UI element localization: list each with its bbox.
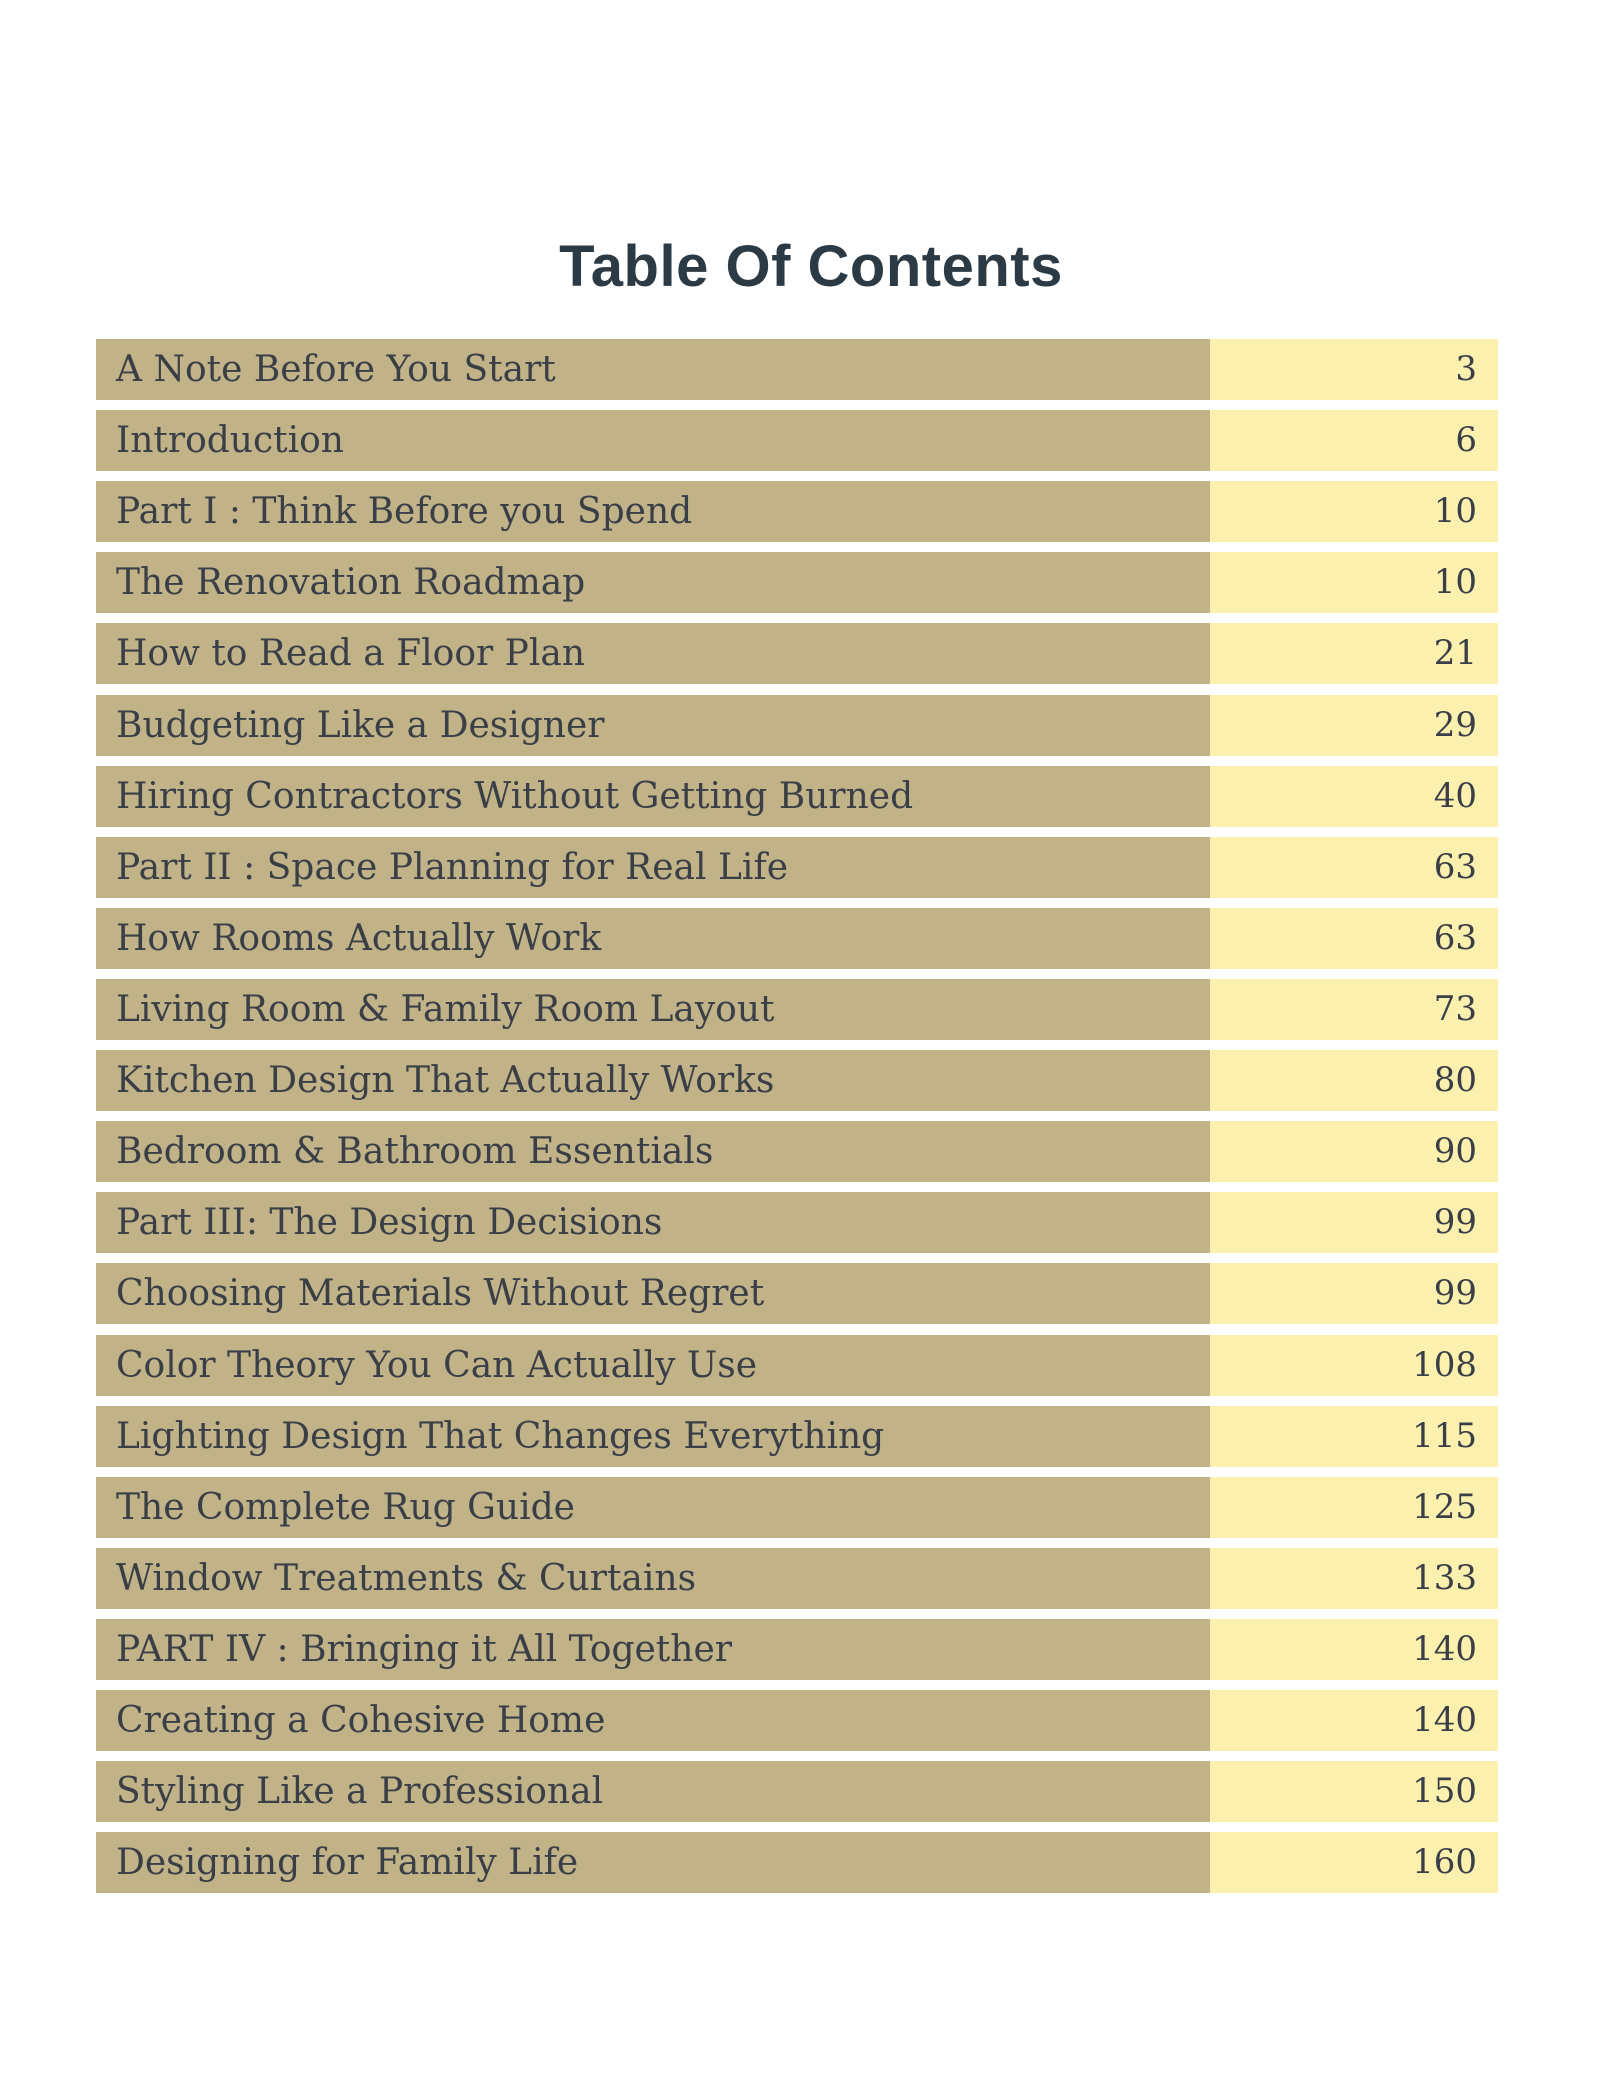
toc-row[interactable] bbox=[96, 339, 1498, 400]
toc-row[interactable] bbox=[96, 1263, 1498, 1324]
page-title: Table Of Contents bbox=[559, 233, 1063, 299]
toc-entry-page-number: 99 bbox=[1210, 1263, 1498, 1324]
toc-entry-page-number: 29 bbox=[1210, 695, 1498, 756]
toc-entry-title[interactable]: Creating a Cohesive Home bbox=[96, 1690, 1210, 1751]
toc-entry-page-number: 108 bbox=[1210, 1335, 1498, 1396]
toc-row[interactable] bbox=[96, 837, 1498, 898]
toc-row[interactable] bbox=[96, 1690, 1498, 1751]
toc-entry-page-number: 140 bbox=[1210, 1690, 1498, 1751]
toc-row[interactable] bbox=[96, 1050, 1498, 1111]
toc-entry-page-number: 63 bbox=[1210, 908, 1498, 969]
toc-entry-page-number: 21 bbox=[1210, 623, 1498, 684]
toc-entry-title[interactable]: How to Read a Floor Plan bbox=[96, 623, 1210, 684]
toc-entry-title[interactable]: PART IV : Bringing it All Together bbox=[96, 1619, 1210, 1680]
toc-row[interactable] bbox=[96, 481, 1498, 542]
toc-entry-title[interactable]: Part III: The Design Decisions bbox=[96, 1192, 1210, 1253]
toc-entry-page-number: 133 bbox=[1210, 1548, 1498, 1609]
toc-entry-page-number: 160 bbox=[1210, 1832, 1498, 1893]
toc-entry-title[interactable]: How Rooms Actually Work bbox=[96, 908, 1210, 969]
toc-entry-title[interactable]: Lighting Design That Changes Everything bbox=[96, 1406, 1210, 1467]
toc-entry-title[interactable]: Hiring Contractors Without Getting Burned bbox=[96, 766, 1210, 827]
toc-entry-title[interactable]: Styling Like a Professional bbox=[96, 1761, 1210, 1822]
toc-row[interactable] bbox=[96, 766, 1498, 827]
toc-row[interactable] bbox=[96, 1335, 1498, 1396]
toc-entry-title[interactable]: Choosing Materials Without Regret bbox=[96, 1263, 1210, 1324]
table-of-contents bbox=[96, 339, 1498, 1903]
toc-entry-title[interactable]: Window Treatments & Curtains bbox=[96, 1548, 1210, 1609]
toc-entry-title[interactable]: Introduction bbox=[96, 410, 1210, 471]
toc-entry-title[interactable]: A Note Before You Start bbox=[96, 339, 1210, 400]
toc-entry-title[interactable]: Color Theory You Can Actually Use bbox=[96, 1335, 1210, 1396]
toc-entry-page-number: 80 bbox=[1210, 1050, 1498, 1111]
toc-row[interactable] bbox=[96, 623, 1498, 684]
toc-entry-page-number: 115 bbox=[1210, 1406, 1498, 1467]
toc-entry-page-number: 63 bbox=[1210, 837, 1498, 898]
toc-entry-title[interactable]: Budgeting Like a Designer bbox=[96, 695, 1210, 756]
toc-entry-title[interactable]: Part II : Space Planning for Real Life bbox=[96, 837, 1210, 898]
toc-entry-page-number: 150 bbox=[1210, 1761, 1498, 1822]
toc-row[interactable] bbox=[96, 1192, 1498, 1253]
toc-entry-page-number: 99 bbox=[1210, 1192, 1498, 1253]
toc-entry-title[interactable]: Kitchen Design That Actually Works bbox=[96, 1050, 1210, 1111]
toc-row[interactable] bbox=[96, 695, 1498, 756]
toc-row[interactable] bbox=[96, 1761, 1498, 1822]
toc-entry-page-number: 10 bbox=[1210, 552, 1498, 613]
toc-row[interactable] bbox=[96, 1548, 1498, 1609]
toc-row[interactable] bbox=[96, 908, 1498, 969]
toc-entry-title[interactable]: Part I : Think Before you Spend bbox=[96, 481, 1210, 542]
toc-row[interactable] bbox=[96, 1406, 1498, 1467]
toc-row[interactable] bbox=[96, 1121, 1498, 1182]
toc-entry-title[interactable]: Designing for Family Life bbox=[96, 1832, 1210, 1893]
toc-entry-title[interactable]: Living Room & Family Room Layout bbox=[96, 979, 1210, 1040]
toc-entry-page-number: 140 bbox=[1210, 1619, 1498, 1680]
toc-row[interactable] bbox=[96, 979, 1498, 1040]
toc-entry-title[interactable]: The Complete Rug Guide bbox=[96, 1477, 1210, 1538]
toc-row[interactable] bbox=[96, 1832, 1498, 1893]
toc-row[interactable] bbox=[96, 552, 1498, 613]
toc-entry-title[interactable]: The Renovation Roadmap bbox=[96, 552, 1210, 613]
toc-row[interactable] bbox=[96, 1619, 1498, 1680]
toc-entry-page-number: 90 bbox=[1210, 1121, 1498, 1182]
toc-entry-page-number: 10 bbox=[1210, 481, 1498, 542]
toc-entry-page-number: 3 bbox=[1210, 339, 1498, 400]
toc-row[interactable] bbox=[96, 1477, 1498, 1538]
toc-entry-title[interactable]: Bedroom & Bathroom Essentials bbox=[96, 1121, 1210, 1182]
toc-entry-page-number: 6 bbox=[1210, 410, 1498, 471]
toc-row[interactable] bbox=[96, 410, 1498, 471]
toc-entry-page-number: 40 bbox=[1210, 766, 1498, 827]
toc-entry-page-number: 73 bbox=[1210, 979, 1498, 1040]
toc-entry-page-number: 125 bbox=[1210, 1477, 1498, 1538]
